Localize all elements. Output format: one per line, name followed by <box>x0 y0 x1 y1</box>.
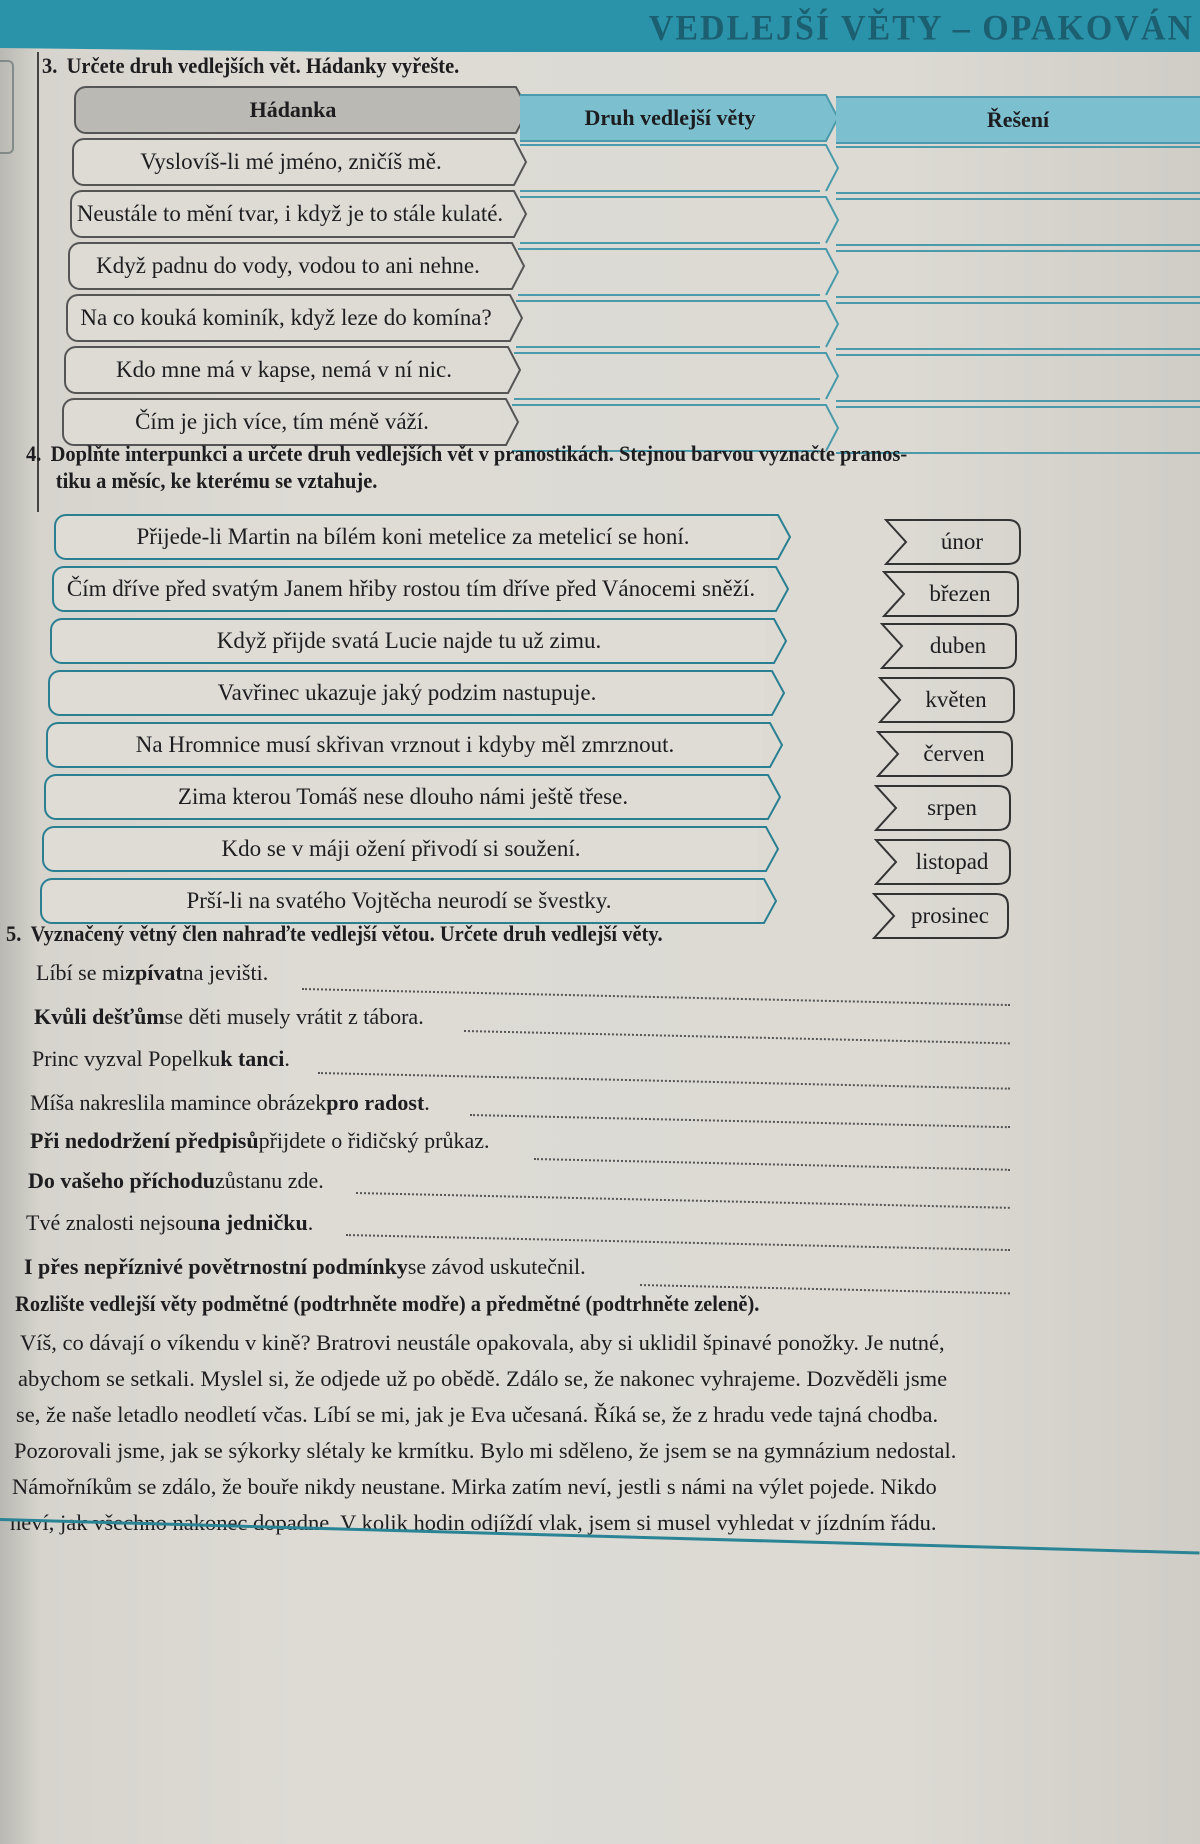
sentence-item: Kvůli dešťům se děti musely vrátit z tábora. <box>34 1004 424 1029</box>
answer-line[interactable] <box>356 1192 1010 1209</box>
column-header-riddle: Hádanka <box>74 86 510 134</box>
riddle-row <box>0 294 1200 350</box>
column-header-solution: Řešení <box>836 96 1200 144</box>
clause-type-answer-field[interactable] <box>516 300 820 348</box>
clause-type-answer-field[interactable] <box>520 144 820 192</box>
solution-answer-field[interactable] <box>836 146 1200 194</box>
proverb-item[interactable]: Prší-li na svatého Vojtěcha neurodí se švestky. <box>40 878 756 924</box>
proverb-item[interactable]: Když přijde svatá Lucie najde tu už zimu. <box>50 618 766 664</box>
paragraph-line: Víš, co dávají o víkendu v kině? Bratrovi neustále opakovala, aby si uklidil špinavé ponožky. Je nutné, <box>20 1330 945 1355</box>
clause-type-answer-field[interactable] <box>518 248 820 296</box>
riddle-row <box>0 138 1200 194</box>
answer-line[interactable] <box>534 1158 1010 1171</box>
proverb-item[interactable]: Vavřinec ukazuje jaký podzim nastupuje. <box>48 670 764 716</box>
answer-line[interactable] <box>470 1114 1010 1128</box>
proverb-item[interactable]: Zima kterou Tomáš nese dlouho námi ještě třese. <box>44 774 760 820</box>
task5-heading: 5. Vyznačený větný člen nahraďte vedlejší větou. Určete druh vedlejší věty. <box>6 921 663 946</box>
chapter-title: VEDLEJŠÍ VĚTY – OPAKOVÁN <box>648 9 1194 48</box>
paragraph-line: se, že naše letadlo neodletí včas. Líbí se mi, jak je Eva učesaná. Říká se, že z hradu vede tajná chodba. <box>16 1402 939 1427</box>
month-tag[interactable]: únor <box>884 518 1022 566</box>
sentence-item: I přes nepříznivé povětrnostní podmínky se závod uskutečnil. <box>24 1254 586 1279</box>
clause-type-answer-field[interactable] <box>520 196 820 244</box>
solution-answer-field[interactable] <box>836 198 1200 246</box>
month-tag[interactable]: duben <box>880 622 1018 670</box>
answer-line[interactable] <box>318 1072 1010 1090</box>
paragraph-line: Námořníkům se zdálo, že bouře nikdy neustane. Mirka zatím neví, jestli s námi na výlet pojede. Nikdo <box>12 1474 937 1499</box>
month-tag[interactable]: srpen <box>874 784 1012 832</box>
proverb-item[interactable]: Čím dříve před svatým Janem hřiby rostou tím dříve před Vánocemi sněží. <box>52 566 768 612</box>
task6-instruction: Rozlište vedlejší věty podmětné (podtrhněte modře) a předmětné (podtrhněte zeleně). <box>15 1291 760 1316</box>
month-tag[interactable]: březen <box>882 570 1020 618</box>
task3-instruction: Určete druh vedlejších vět. Hádanky vyřešte. <box>66 53 460 78</box>
solution-answer-field[interactable] <box>836 302 1200 350</box>
proverb-item[interactable]: Přijede-li Martin na bílém koni metelice za metelicí se honí. <box>54 514 770 560</box>
paragraph-line: neví, jak všechno nakonec dopadne. V kolik hodin odjíždí vlak, jsem si musel vyhledat v jízdním řádu. <box>10 1510 937 1535</box>
answer-line[interactable] <box>346 1234 1010 1251</box>
month-tag[interactable]: červen <box>876 730 1014 778</box>
sentence-item: Líbí se mi zpívat na jevišti. <box>36 960 269 985</box>
task6-heading <box>0 1290 759 1317</box>
sentence-item: Princ vyzval Popelku k tanci . <box>32 1046 290 1071</box>
task3-heading: 3. Určete druh vedlejších vět. Hádanky vyřešte. <box>42 53 460 78</box>
task5-instruction: Vyznačený větný člen nahraďte vedlejší větou. Určete druh vedlejší věty. <box>30 921 663 946</box>
riddle-text: Když padnu do vody, vodou to ani nehne. <box>68 242 506 290</box>
sentence-item: Do vašeho příchodu zůstanu zde. <box>28 1168 324 1193</box>
clause-type-answer-field[interactable] <box>514 352 820 400</box>
solution-answer-field[interactable] <box>836 250 1200 298</box>
task4-heading: 4. Doplňte interpunkci a určete druh vedlejších vět v pranostikách. Stejnou barvou vyznačte pranos- tiku a měsíc, ke kterému se vztahuje. <box>26 441 908 493</box>
sentence-item: Při nedodržení předpisů přijdete o řidičský průkaz. <box>30 1128 490 1153</box>
riddle-text: Kdo mne má v kapse, nemá v ní nic. <box>64 346 502 394</box>
task4-instruction: Doplňte interpunkci a určete druh vedlejších vět v pranostikách. Stejnou barvou vyznačte pranos- <box>50 441 908 466</box>
sentence-item: Míša nakreslila mamince obrázek pro radost . <box>30 1090 430 1115</box>
solution-answer-field[interactable] <box>836 354 1200 402</box>
month-tag[interactable]: prosinec <box>872 892 1010 940</box>
riddle-row <box>0 346 1200 402</box>
riddle-text: Na co kouká kominík, když leze do komína? <box>66 294 504 342</box>
answer-line[interactable] <box>464 1030 1010 1044</box>
riddle-text: Čím je jich více, tím méně váží. <box>62 398 500 446</box>
month-tag[interactable]: listopad <box>874 838 1012 886</box>
riddle-row <box>0 242 1200 298</box>
riddle-text: Vyslovíš-li mé jméno, zničíš mě. <box>72 138 508 186</box>
sentence-item: Tvé znalosti nejsou na jedničku . <box>26 1210 314 1235</box>
proverb-item[interactable]: Kdo se v máji ožení přivodí si soužení. <box>42 826 758 872</box>
month-tag[interactable]: květen <box>878 676 1016 724</box>
column-header-clause-type: Druh vedlejší věty <box>520 94 820 142</box>
paragraph-line: abychom se setkali. Myslel si, že odjede už po obědě. Zdálo se, že nakonec vyhrajeme. Dozvěděli jsme <box>18 1366 948 1391</box>
proverb-item[interactable]: Na Hromnice musí skřivan vrznout i kdyby měl zmrznout. <box>46 722 762 768</box>
riddle-text: Neustále to mění tvar, i když je to stále kulaté. <box>70 190 508 238</box>
paragraph-line: Pozorovali jsme, jak se sýkorky slétaly ke krmítku. Bylo mi sděleno, že jsem se na gymnázium nedostal. <box>14 1438 957 1463</box>
riddle-table-header <box>0 86 1200 142</box>
riddle-row <box>0 190 1200 246</box>
